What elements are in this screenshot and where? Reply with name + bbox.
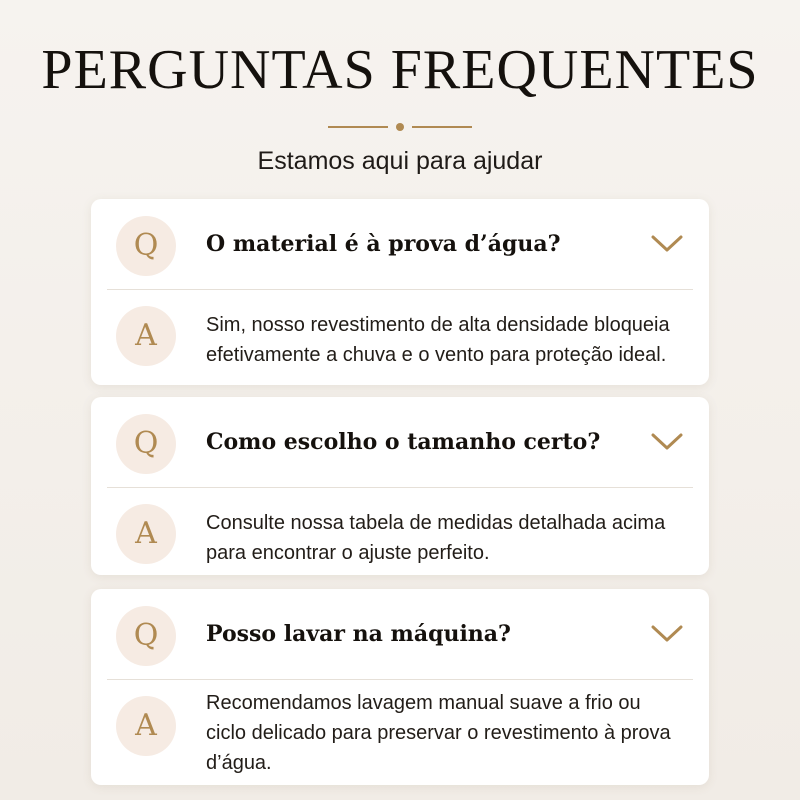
card-divider bbox=[107, 289, 693, 290]
ornament-divider bbox=[328, 121, 472, 133]
faq-answer: Sim, nosso revestimento de alta densidade bloqueia efetivamente a chuva e o vento para proteção ideal. bbox=[206, 314, 670, 366]
answer-marker: A bbox=[116, 306, 176, 366]
chevron-down-icon[interactable] bbox=[649, 429, 685, 453]
answer-marker: A bbox=[116, 504, 176, 564]
faq-question: O material é à prova d’água? bbox=[206, 231, 561, 257]
faq-question-row[interactable] bbox=[91, 589, 709, 679]
question-marker: Q bbox=[116, 414, 176, 474]
faq-question: Como escolho o tamanho certo? bbox=[206, 429, 601, 455]
faq-question: Posso lavar na máquina? bbox=[206, 621, 511, 647]
divider-dot bbox=[396, 123, 404, 131]
faq-question-row[interactable] bbox=[91, 199, 709, 289]
question-marker: Q bbox=[116, 216, 176, 276]
page-title: PERGUNTAS FREQUENTES bbox=[41, 39, 759, 101]
card-divider bbox=[107, 679, 693, 680]
divider-line-right bbox=[412, 126, 472, 128]
faq-card-3 bbox=[91, 589, 709, 785]
faq-answer: Consulte nossa tabela de medidas detalhada acima para encontrar o ajuste perfeito. bbox=[206, 512, 666, 564]
chevron-down-icon[interactable] bbox=[649, 231, 685, 255]
card-divider bbox=[107, 487, 693, 488]
faq-card-1 bbox=[91, 199, 709, 385]
faq-question-row[interactable] bbox=[91, 397, 709, 487]
question-marker: Q bbox=[116, 606, 176, 666]
faq-answer: Recomendamos lavagem manual suave a frio ou ciclo delicado para preservar o revestimento à prova d’água. bbox=[206, 692, 671, 774]
answer-marker: A bbox=[116, 696, 176, 756]
faq-card-2 bbox=[91, 397, 709, 575]
divider-line-left bbox=[328, 126, 388, 128]
chevron-down-icon[interactable] bbox=[649, 621, 685, 645]
page-subtitle: Estamos aqui para ajudar bbox=[257, 147, 543, 175]
